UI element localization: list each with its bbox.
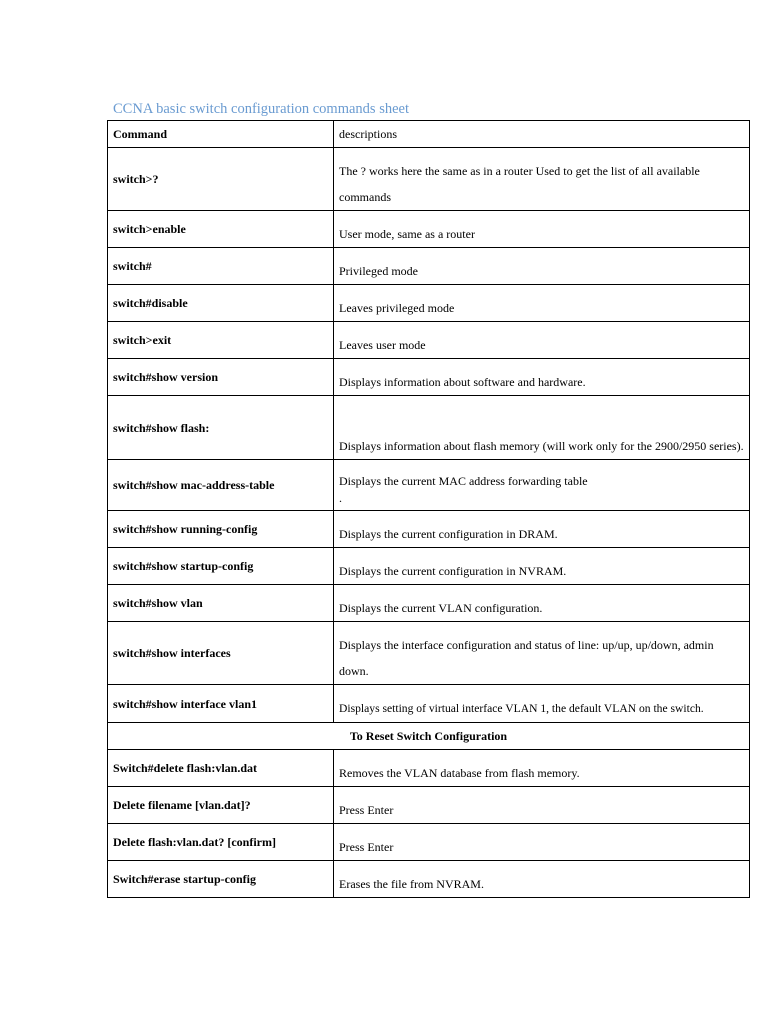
table-row (108, 248, 750, 285)
table-row (108, 148, 750, 211)
description-cell: User mode, same as a router (334, 211, 750, 248)
table-row (108, 548, 750, 585)
command-cell: switch#show version (108, 359, 334, 396)
description-cell: Displays the current VLAN configuration. (334, 585, 750, 622)
command-cell: switch#show interface vlan1 (108, 685, 334, 723)
description-cell: Displays the interface configuration and status of line: up/up, up/down, admin down. (334, 622, 750, 685)
command-cell: switch#show startup-config (108, 548, 334, 585)
document-title: CCNA basic switch configuration commands sheet (113, 101, 409, 117)
command-cell: switch>enable (108, 211, 334, 248)
table-row (108, 359, 750, 396)
table-header-row (108, 121, 750, 148)
table-row (108, 285, 750, 322)
command-cell: Switch#delete flash:vlan.dat (108, 750, 334, 787)
commands-table (107, 120, 750, 898)
table-row (108, 824, 750, 861)
table-row (108, 787, 750, 824)
description-cell: Erases the file from NVRAM. (334, 861, 750, 898)
table-row (108, 585, 750, 622)
description-cell: Removes the VLAN database from flash memory. (334, 750, 750, 787)
table-row (108, 750, 750, 787)
table-row (108, 511, 750, 548)
description-cell: Press Enter (334, 824, 750, 861)
table-row (108, 460, 750, 511)
command-cell: switch#show running-config (108, 511, 334, 548)
command-cell: switch#show interfaces (108, 622, 334, 685)
description-cell: Displays information about software and hardware. (334, 359, 750, 396)
description-text: Displays the current MAC address forwarding table (339, 474, 588, 488)
table-row (108, 211, 750, 248)
header-description: descriptions (334, 121, 750, 148)
description-cell: Displays information about flash memory (will work only for the 2900/2950 series). (334, 396, 750, 460)
description-cell: Displays the current configuration in NVRAM. (334, 548, 750, 585)
header-command: Command (108, 121, 334, 148)
section-heading-row (108, 723, 750, 750)
command-cell: switch#disable (108, 285, 334, 322)
command-cell: switch# (108, 248, 334, 285)
command-cell: Switch#erase startup-config (108, 861, 334, 898)
reset-section-heading: To Reset Switch Configuration (108, 723, 750, 750)
description-cell: Press Enter (334, 787, 750, 824)
command-cell: switch#show flash: (108, 396, 334, 460)
description-cell: The ? works here the same as in a router Used to get the list of all available commands (334, 148, 750, 211)
table-row (108, 396, 750, 460)
command-cell: switch#show vlan (108, 585, 334, 622)
command-cell: Delete filename [vlan.dat]? (108, 787, 334, 824)
description-cell: Privileged mode (334, 248, 750, 285)
description-cell: Leaves privileged mode (334, 285, 750, 322)
table-row (108, 622, 750, 685)
description-cell: Displays setting of virtual interface VLAN 1, the default VLAN on the switch. (334, 685, 750, 723)
command-cell: switch#show mac-address-table (108, 460, 334, 511)
description-cell: Leaves user mode (334, 322, 750, 359)
table-row (108, 322, 750, 359)
table-row (108, 861, 750, 898)
command-cell: switch>? (108, 148, 334, 211)
description-cell (334, 460, 750, 511)
command-cell: switch>exit (108, 322, 334, 359)
stray-dot: . (339, 491, 342, 505)
table-row (108, 685, 750, 723)
description-cell: Displays the current configuration in DRAM. (334, 511, 750, 548)
command-cell: Delete flash:vlan.dat? [confirm] (108, 824, 334, 861)
